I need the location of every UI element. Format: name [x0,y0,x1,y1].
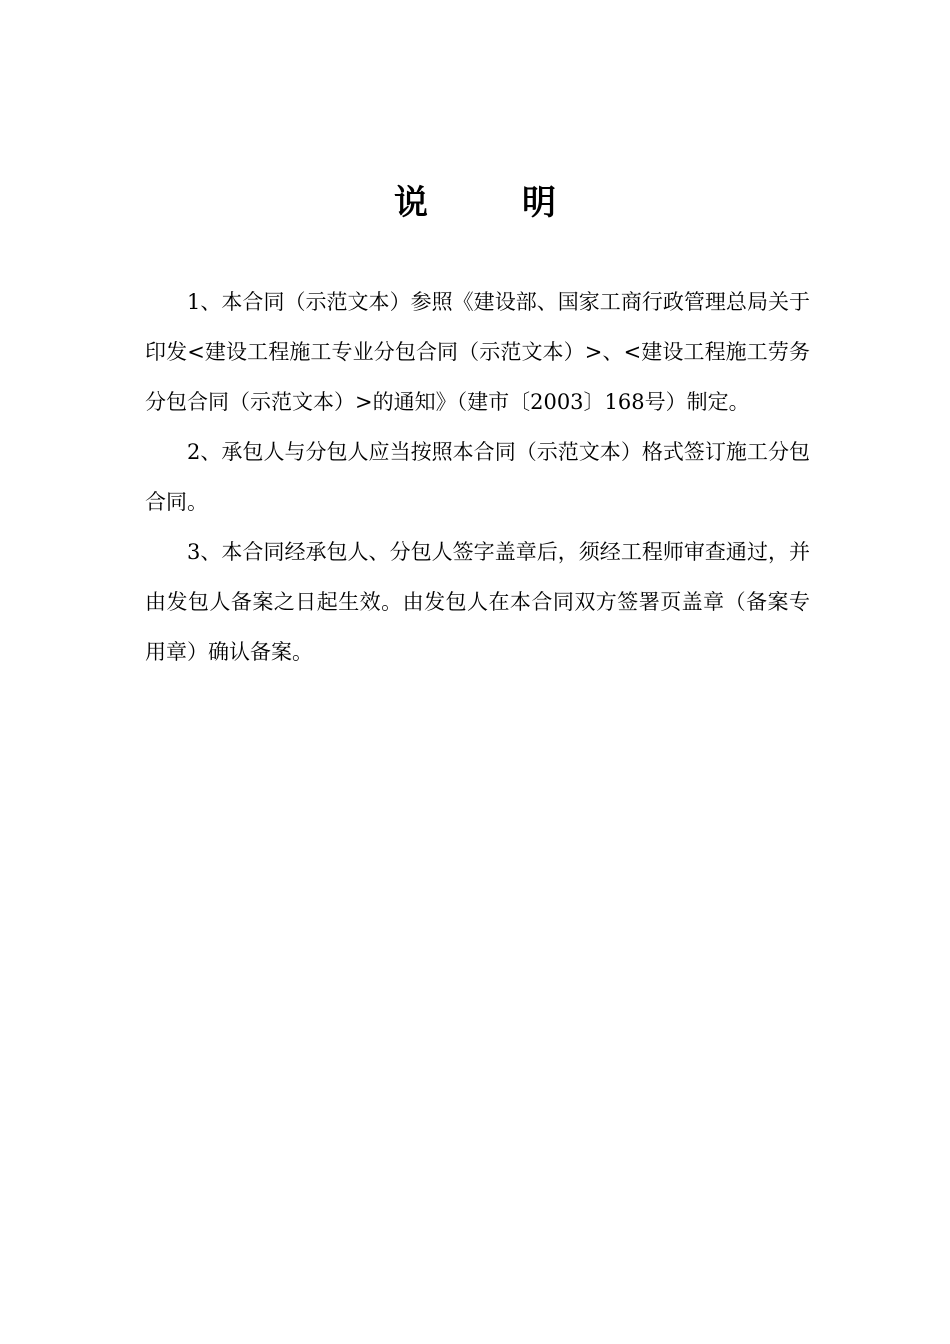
paragraph-2: 2、承包人与分包人应当按照本合同（示范文本）格式签订施工分包合同。 [145,440,810,514]
document-body [145,277,810,677]
paragraph-1: 1、本合同（示范文本）参照《建设部、国家工商行政管理总局关于印发<建设工程施工专业分包合同（示范文本）>、<建设工程施工劳务分包合同（示范文本）>的通知》（建市〔2003〕168号）制定。 [145,290,810,414]
paragraph-3: 3、本合同经承包人、分包人签字盖章后，须经工程师审查通过，并由发包人备案之日起生效。由发包人在本合同双方签署页盖章（备案专用章）确认备案。 [145,540,810,664]
page-title: 说 明 [394,183,586,223]
